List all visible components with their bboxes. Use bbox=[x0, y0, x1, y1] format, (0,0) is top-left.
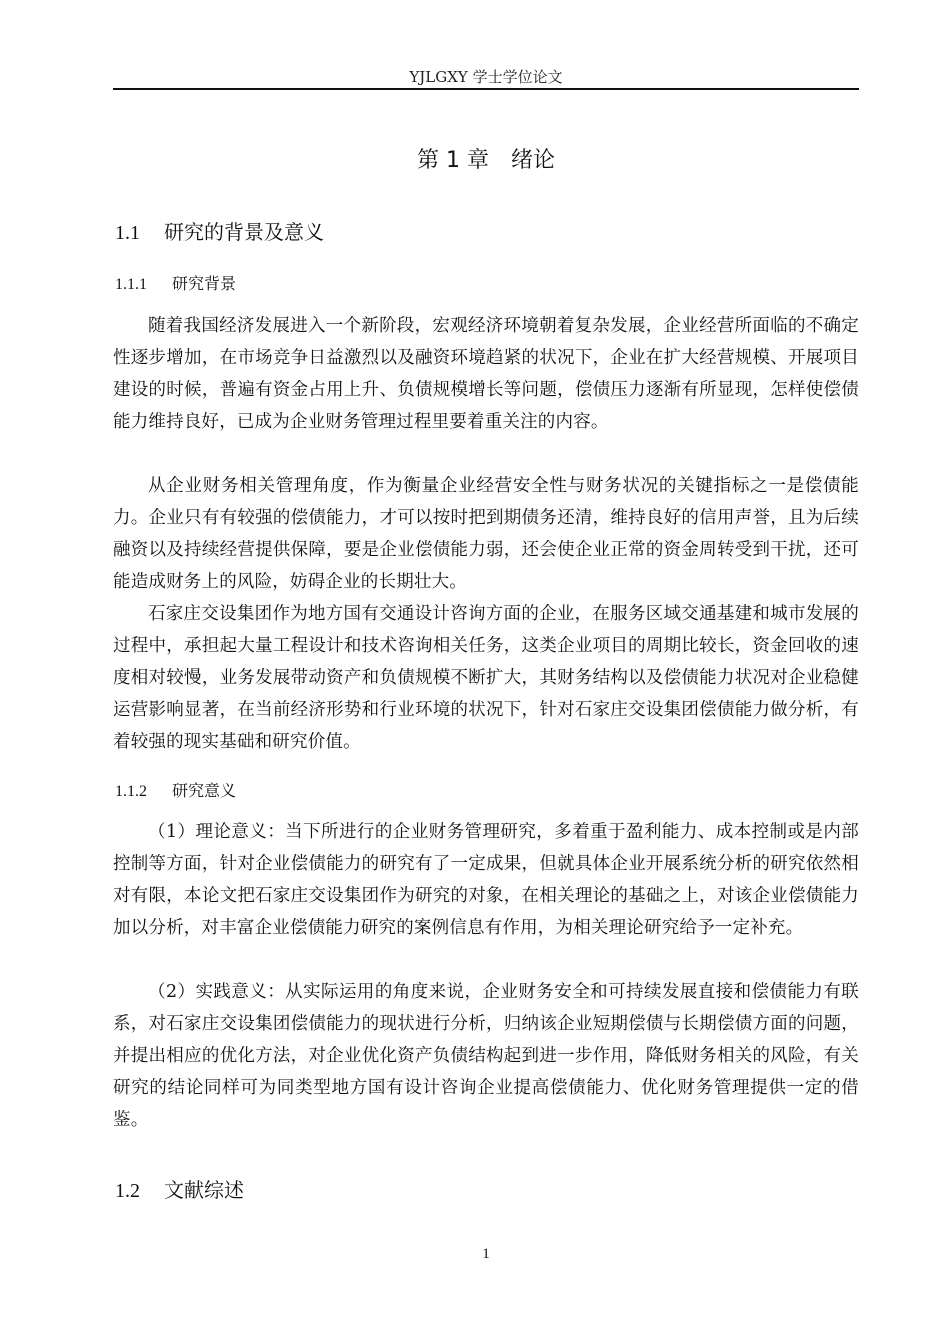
page-number: 1 bbox=[482, 1246, 490, 1262]
section-title: 文献综述 bbox=[164, 1178, 244, 1202]
significance-practice-paragraph: （2）实践意义：从实际运用的角度来说，企业财务安全和可持续发展直接和偿债能力有联系，对石家庄交设集团偿债能力的现状进行分析，归纳该企业短期偿债与长期偿债方面的问题，并提出相应的优化方法，对企业优化资产负债结构起到进一步作用，降低财务相关的风险，有关研究的结论同样可为同类型地方国有设计咨询企业提高偿债能力、优化财务管理提供一定的借鉴。 bbox=[113, 982, 859, 1130]
section-title: 研究的背景及意义 bbox=[164, 220, 324, 244]
chapter-title: 第 1 章 绪论 bbox=[417, 148, 555, 173]
background-paragraph-2: 从企业财务相关管理角度，作为衡量企业经营安全性与财务状况的关键指标之一是偿债能力。企业只有有较强的偿债能力，才可以按时把到期债务还清，维持良好的信用声誉，且为后续融资以及持续经营提供保障，要是企业偿债能力弱，还会使企业正常的资金周转受到干扰，还可能造成财务上的风险，妨碍企业的长期壮大。 bbox=[113, 476, 859, 592]
section-heading-1-2 bbox=[115, 1176, 244, 1205]
running-header: YJLGXY 学士学位论文 bbox=[409, 68, 563, 86]
significance-theory-paragraph: （1）理论意义：当下所进行的企业财务管理研究，多着重于盈利能力、成本控制或是内部控制等方面，针对企业偿债能力的研究有了一定成果，但就具体企业开展系统分析的研究依然相对有限，本论文把石家庄交设集团作为研究的对象，在相关理论的基础之上，对该企业偿债能力加以分析，对丰富企业偿债能力研究的案例信息有作用，为相关理论研究给予一定补充。 bbox=[113, 822, 859, 938]
section-number: 1.1 bbox=[115, 222, 140, 244]
subsection-heading-1-1-1 bbox=[115, 272, 236, 297]
background-paragraph-1: 随着我国经济发展进入一个新阶段，宏观经济环境朝着复杂发展，企业经营所面临的不确定性逐步增加，在市场竞争日益激烈以及融资环境趋紧的状况下，企业在扩大经营规模、开展项目建设的时候，普遍有资金占用上升、负债规模增长等问题，偿债压力逐渐有所显现，怎样使偿债能力维持良好，已成为企业财务管理过程里要着重关注的内容。 bbox=[113, 316, 859, 432]
subsection-number: 1.1.1 bbox=[115, 276, 147, 293]
subsection-title: 研究背景 bbox=[172, 274, 237, 293]
section-number: 1.2 bbox=[115, 1180, 140, 1202]
section-heading-1-1 bbox=[115, 218, 324, 247]
background-paragraph-3: 石家庄交设集团作为地方国有交通设计咨询方面的企业，在服务区域交通基建和城市发展的过程中，承担起大量工程设计和技术咨询相关任务，这类企业项目的周期比较长，资金回收的速度相对较慢，业务发展带动资产和负债规模不断扩大，其财务结构以及偿债能力状况对企业稳健运营影响显著，在当前经济形势和行业环境的状况下，针对石家庄交设集团偿债能力做分析，有着较强的现实基础和研究价值。 bbox=[113, 604, 859, 752]
subsection-heading-1-1-2 bbox=[115, 779, 236, 804]
subsection-title: 研究意义 bbox=[172, 781, 237, 800]
subsection-number: 1.1.2 bbox=[115, 783, 147, 800]
header-rule bbox=[113, 88, 859, 90]
